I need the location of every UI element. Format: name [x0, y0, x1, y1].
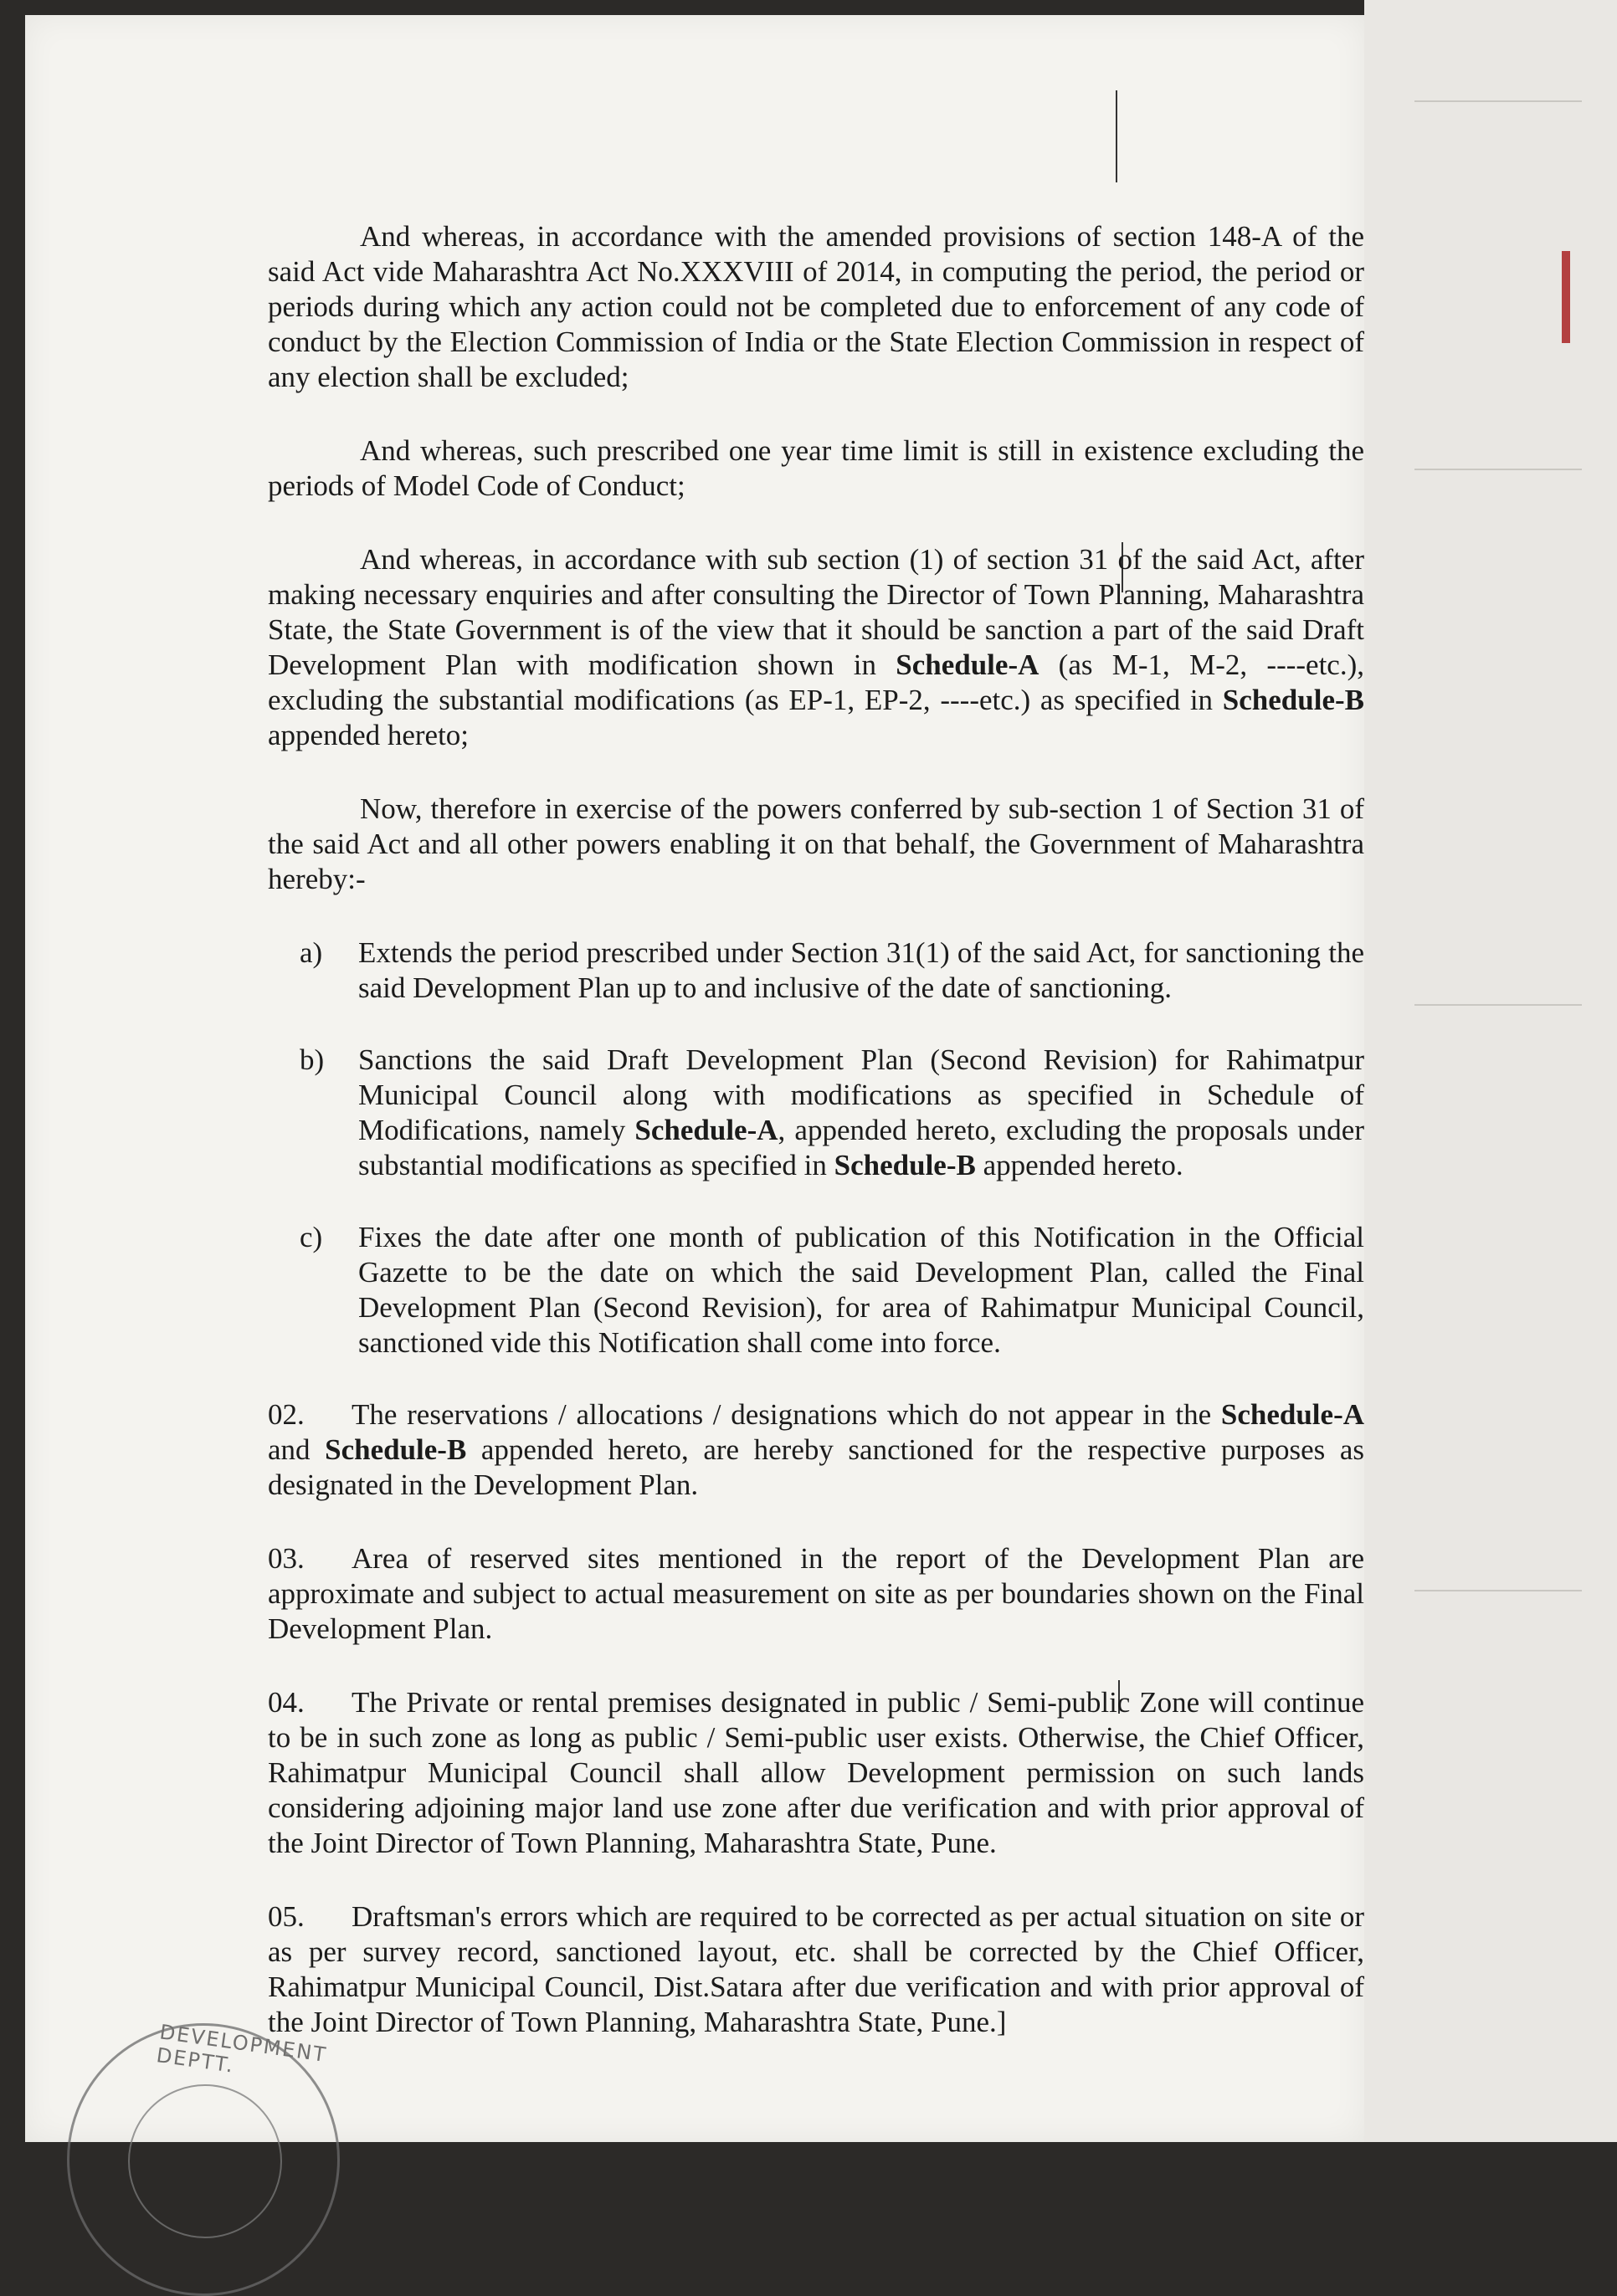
text-run: , appended hereto, excluding the proposals under substantial modifications as specified in	[358, 1114, 1364, 1181]
strip-line	[1414, 1004, 1582, 1006]
fold-mark	[1116, 90, 1117, 182]
item-label: c)	[300, 1221, 323, 1253]
clause-02	[268, 1397, 1364, 1503]
seal-text: DEVELOPMENT DEPTT.	[155, 2020, 329, 2078]
paragraph-section-31	[268, 542, 1364, 753]
clause-number: 03.	[268, 1542, 305, 1575]
document-body	[268, 219, 1364, 2078]
clause-number: 05.	[268, 1900, 305, 1933]
clause-05	[268, 1899, 1364, 2040]
text-run: appended hereto.	[975, 1149, 1183, 1181]
item-text: Extends the period prescribed under Section 31(1) of the said Act, for sanctioning the said Development Plan up to and inclusive of the date of sanctioning.	[358, 936, 1364, 1004]
text-run: appended hereto;	[268, 719, 470, 751]
clause-04	[268, 1685, 1364, 1861]
list-item-b	[300, 1043, 1364, 1183]
paragraph-section-148a: And whereas, in accordance with the amended provisions of section 148-A of the said Act vide Maharashtra Act No.XXXVIII of 2014, in computing the period, the period or periods during which any action could not be completed due to enforcement of any code of conduct by the Election Commission of India or the State Election Commission in respect of any election shall be excluded;	[268, 220, 1364, 393]
text-run: and	[268, 1433, 326, 1466]
item-text	[358, 1043, 1364, 1183]
red-edge-mark	[1562, 251, 1570, 343]
list-item-c	[300, 1220, 1364, 1361]
list-item-a	[300, 935, 1364, 1006]
clause-03	[268, 1541, 1364, 1647]
strip-line	[1414, 100, 1582, 102]
schedule-b-ref: Schedule-B	[1222, 684, 1364, 716]
item-text: Fixes the date after one month of publication of this Notification in the Official Gazette to be the date on which the said Development Plan, called the Final Development Plan (Second Revision), for area of Rahimatpur Municipal Council, sanctioned vide this Notification shall come into force.	[358, 1221, 1364, 1359]
clause-text: Draftsman's errors which are required to be corrected as per actual situation on site or as per survey record, sanctioned layout, etc. shall be corrected by the Chief Officer, Rahimatpur Municipal Council, Dist.Satara after due verification and with prior approval of the Joint Director of Town Planning, Maharashtra State, Pune.]	[268, 1900, 1364, 2038]
clause-number: 02.	[268, 1398, 305, 1431]
paragraph-now-therefore: Now, therefore in exercise of the powers conferred by sub-section 1 of Section 31 of the said Act and all other powers enabling it on that behalf, the Government of Maharashtra hereby:-	[268, 792, 1364, 895]
clause-text: Area of reserved sites mentioned in the report of the Development Plan are approximate and subject to actual measurement on site as per boundaries shown on the Final Development Plan.	[268, 1542, 1364, 1645]
clause-number: 04.	[268, 1686, 305, 1719]
text-run: And whereas, in accordance with sub section (1) of section 31 of the said Act, after making necessary enquiries and after consulting the Director of Town Planning, Maharashtra State, the State Government is of the view that it should be sanction a part of the said Draft Development Plan with modification shown in	[268, 543, 1364, 681]
clause-text: The Private or rental premises designated in public / Semi-public Zone will continue to be in such zone as long as public / Semi-public user exists. Otherwise, the Chief Officer, Rahimatpur Municipal Council shall allow Development permission on such lands considering adjoining major land use zone after due verification and with prior approval of the Joint Director of Town Planning, Maharashtra State, Pune.	[268, 1686, 1364, 1859]
schedule-a-ref: Schedule-A	[634, 1114, 778, 1146]
strip-line	[1414, 1590, 1582, 1591]
text-run: (as M-1, M-2, ----etc.), excluding the substantial modifications (as EP-1, EP-2, ----etc.) as specified in	[268, 648, 1364, 716]
text-run: Sanctions the said Draft Development Plan (Second Revision) for Rahimatpur Municipal Council along with modifications as specified in Schedule of Modifications, namely	[358, 1043, 1364, 1146]
text-run: The reservations / allocations / designations which do not appear in the	[352, 1398, 1221, 1431]
seal-emblem	[128, 2084, 282, 2238]
item-label: b)	[300, 1043, 325, 1076]
schedule-b-ref: Schedule-B	[325, 1433, 467, 1466]
background-strip	[1364, 0, 1617, 2142]
schedule-a-ref: Schedule-A	[1220, 1398, 1364, 1431]
item-label: a)	[300, 936, 323, 969]
schedule-a-ref: Schedule-A	[896, 648, 1040, 681]
paragraph-time-limit: And whereas, such prescribed one year time limit is still in existence excluding the periods of Model Code of Conduct;	[268, 434, 1364, 502]
schedule-b-ref: Schedule-B	[834, 1149, 976, 1181]
strip-line	[1414, 469, 1582, 470]
text-run: appended hereto, are hereby sanctioned for the respective purposes as designated in the Development Plan.	[268, 1433, 1364, 1501]
